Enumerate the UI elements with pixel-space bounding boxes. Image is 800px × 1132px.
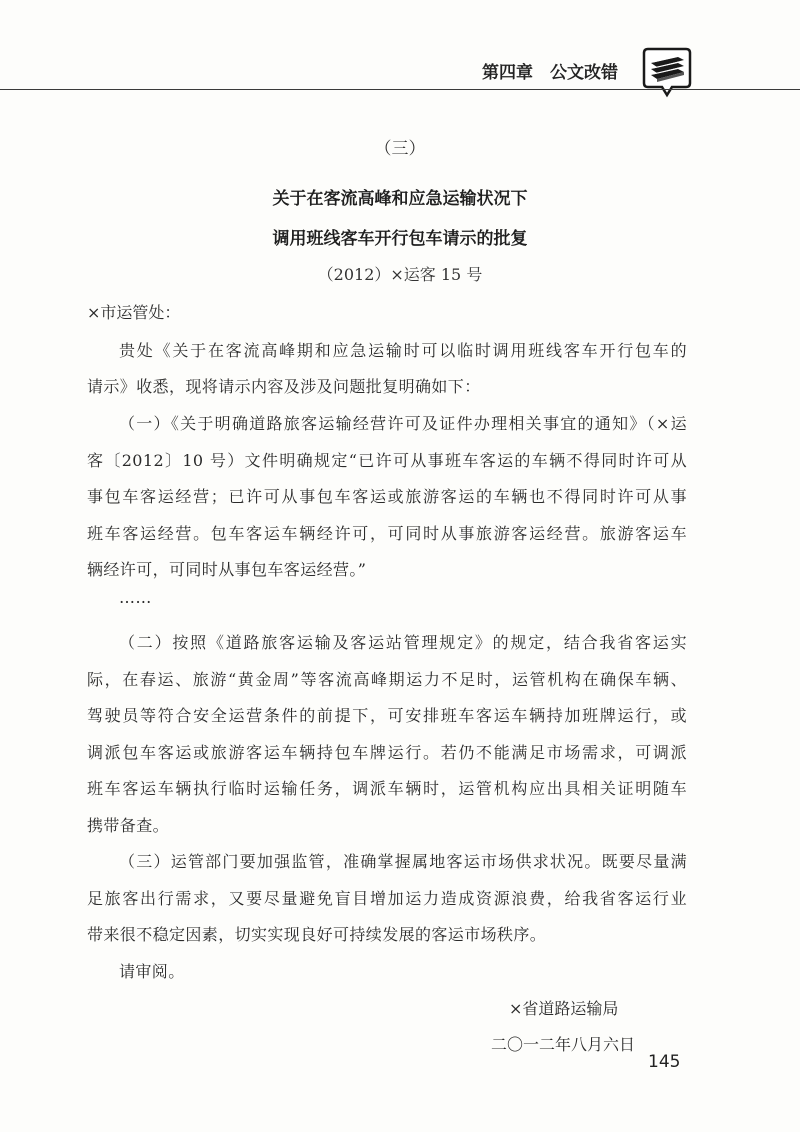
body-line: 调派包车客运或旅游客运车辆持包车牌运行。若仍不能满足市场需求，可调派: [87, 743, 687, 762]
body-line: 贵处《关于在客流高峰期和应急运输时可以临时调用班线客车开行包车的: [119, 341, 687, 360]
signature-org: ×省道路运输局: [509, 999, 619, 1018]
body-line: （二）按照《道路旅客运输及客运站管理规定》的规定，结合我省客运实: [119, 633, 687, 652]
body-line: 请示》收悉，现将请示内容及涉及问题批复明确如下：: [87, 377, 481, 396]
document-number: （2012）×运客 15 号: [317, 265, 483, 284]
body-line: 携带备查。: [87, 816, 170, 835]
body-line: 际，在春运、旅游“黄金周”等客流高峰期运力不足时，运管机构在确保车辆、: [87, 670, 687, 689]
body-line: 班车客运车辆执行临时运输任务，调派车辆时，运管机构应出具相关证明随车: [87, 779, 687, 798]
body-line: 驾驶员等符合安全运营条件的前提下，可安排班车客运车辆持加班牌运行，或: [87, 706, 687, 725]
chapter-title: 第四章 公文改错: [482, 63, 618, 83]
body-line: 辆经许可，可同时从事包车客运经营。”: [87, 560, 367, 579]
document-title-line-2: 调用班线客车开行包车请示的批复: [272, 229, 528, 249]
body-line: （一）《关于明确道路旅客运输经营许可及证件办理相关事宜的通知》（×运: [119, 414, 687, 433]
body-line: 足旅客出行需求，又要尽量避免盲目增加运力造成资源浪费，给我省客运行业: [87, 889, 687, 908]
closing-line: 请审阅。: [119, 962, 185, 981]
signature-date: 二〇一二年八月六日: [491, 1035, 636, 1054]
header-rule: [0, 89, 800, 90]
section-number: （三）: [374, 139, 426, 159]
body-line: 事包车客运经营；已许可从事包车客运或旅游客运的车辆也不得同时许可从事: [87, 487, 687, 506]
body-line: （三）运管部门要加强监管，准确掌握属地客运市场供求状况。既要尽量满: [119, 852, 687, 871]
ellipsis-line: ……: [119, 588, 152, 607]
document-title-line-1: 关于在客流高峰和应急运输状况下: [272, 189, 528, 209]
body-line: 客〔2012〕10 号）文件明确规定“已许可从事班车客运的车辆不得同时许可从: [87, 451, 687, 470]
addressee: ×市运管处：: [87, 303, 181, 322]
body-line: 带来很不稳定因素，切实实现良好可持续发展的客运市场秩序。: [87, 925, 547, 944]
page-number: 145: [648, 1052, 681, 1072]
body-line: 班车客运经营。包车客运车辆经许可，可同时从事旅游客运经营。旅游客运车: [87, 524, 687, 543]
book-stack-icon: [642, 45, 692, 99]
